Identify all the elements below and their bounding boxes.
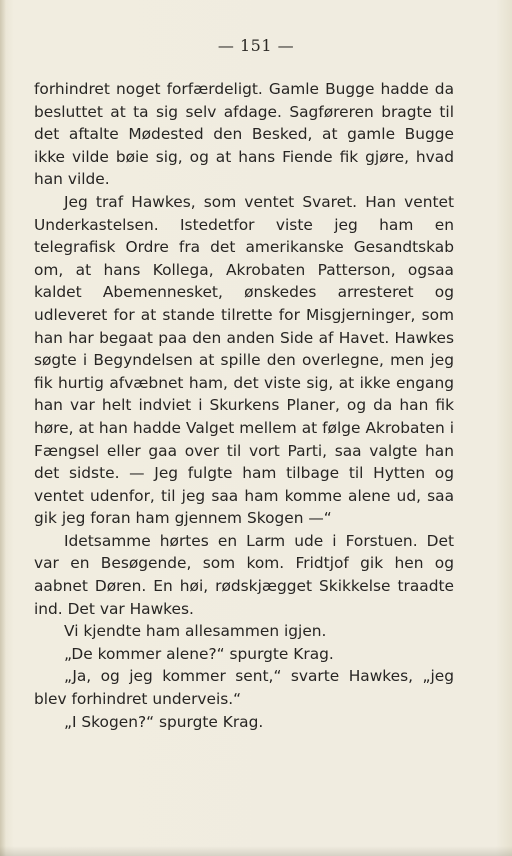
page-text xyxy=(34,78,454,733)
paragraph-4: Vi kjendte ham allesammen igjen. xyxy=(64,622,327,641)
paragraph-7: „I Skogen?“ spurgte Krag. xyxy=(64,712,264,731)
page-bottom-edge xyxy=(0,846,512,856)
page-gutter-shadow xyxy=(0,0,6,856)
paragraph-1: forhindret noget forfærdeligt. Gamle Bugge hadde da besluttet at ta sig selv afdage. Sagføreren bragte til det aftalte Mødested den Besked, at gamle Bugge ikke vilde bøie sig, og at hans Fiende fik gjøre, hvad han vilde. xyxy=(34,80,454,189)
paragraph-6: „Ja, og jeg kommer sent,“ svarte Hawkes, „jeg blev forhindret underveis.“ xyxy=(34,667,454,709)
paragraph-3: Idetsamme hørtes en Larm ude i Forstuen. Det var en Besøgende, som kom. Fridtjof gik hen og aabnet Døren. En høi, rødskjægget Skikkelse traadte ind. Det var Hawkes. xyxy=(34,531,454,618)
page-number: — 151 — xyxy=(217,36,295,55)
paragraph-2: Jeg traf Hawkes, som ventet Svaret. Han ventet Underkastelsen. Istedetfor viste jeg ham en telegrafisk Ordre fra det amerikanske Gesandtskab om, at hans Kollega, Akrobaten Patterson, ogsaa kaldet Abemennesket, ønskedes arresteret og udleveret for at stande tilrette for Misgjerninger, som han har begaat paa den anden Side af Havet. Hawkes søgte i Begyndelsen at spille den overlegne, men jeg fik hurtig afvæbnet ham, det viste sig, at ikke engang han var helt indviet i Skurkens Planer, og da han fik høre, at han hadde Valget mellem at følge Akrobaten i Fængsel eller gaa over til vort Parti, saa valgte han det sidste. — Jeg fulgte ham tilbage til Hytten og ventet udenfor, til jeg saa ham komme alene ud, saa gik jeg foran ham gjennem Skogen —“ xyxy=(34,192,454,528)
paragraph-5: „De kommer alene?“ spurgte Krag. xyxy=(64,644,334,663)
